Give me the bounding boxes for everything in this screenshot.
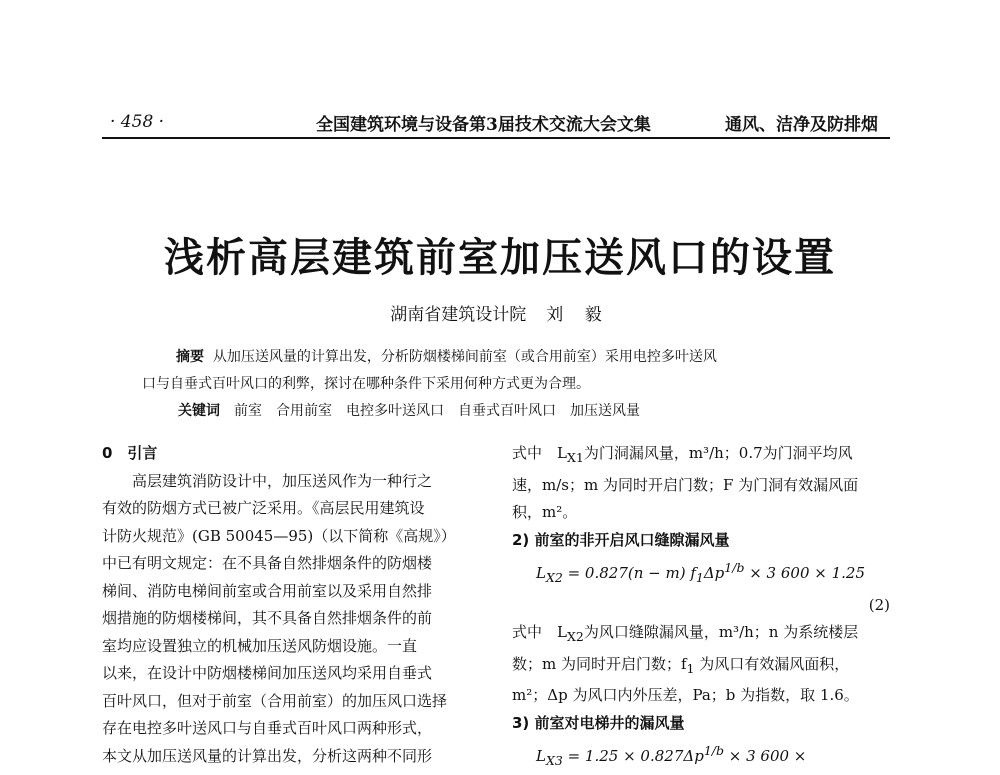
abstract-text-line: 从加压送风量的计算出发，分析防烟楼梯间前室（或合用前室）采用电控多叶送风	[212, 349, 717, 365]
equation-number: (2)	[868, 595, 890, 614]
keyword: 合用前室	[276, 403, 332, 419]
body-line: 存在电控多叶送风口与自垂式百叶风口两种形式，	[102, 719, 433, 737]
subsection-heading: 2) 前室的非开启风口缝隙漏风量	[512, 530, 730, 549]
body-line: 烟措施的防烟楼梯间，其不具备自然排烟条件的前	[102, 609, 433, 627]
left-column	[102, 440, 484, 770]
keyword: 加压送风量	[570, 403, 640, 419]
body-line: 积，m²。	[512, 503, 578, 521]
body-line: 梯间、消防电梯间前室或合用前室以及采用自然排	[102, 581, 433, 600]
body-line: 室均应设置独立的机械加压送风防烟设施。一直	[102, 636, 418, 655]
body-line: 有效的防烟方式已被广泛采用。《高层民用建筑设	[102, 499, 425, 517]
body-line: m²；Δp 为风口内外压差，Pa；b 为指数，取 1.6。	[512, 686, 859, 704]
abstract-label: 摘要	[176, 349, 204, 365]
subsection-heading: 3) 前室对电梯井的漏风量	[512, 713, 685, 732]
author-name: 刘 毅	[546, 305, 610, 325]
keywords	[178, 400, 878, 420]
section-heading: 0 引言	[102, 444, 158, 462]
body-line: 中已有明文规定：在不具备自然排烟条件的防烟楼	[102, 554, 433, 572]
author-affiliation: 湖南省建筑设计院	[390, 305, 527, 325]
journal-title: 全国建筑环境与设备第3届技术交流大会文集	[316, 115, 651, 135]
paper-title: 浅析高层建筑前室加压送风口的设置	[164, 235, 836, 281]
body-line: 式中 $L_{X2}$为风口缝隙漏风量，m³/h；n 为系统楼层	[512, 623, 859, 644]
body-line: 计防火规范》(GB 50045—95)（以下简称《高规》）	[102, 526, 456, 545]
section-title: 通风、洁净及防排烟	[725, 115, 878, 135]
keyword: 电控多叶送风口	[346, 403, 444, 419]
author-line	[0, 300, 1000, 325]
keyword: 前室	[234, 403, 262, 419]
body-line: 速，m/s；m 为同时开启门数；F 为门洞有效漏风面	[512, 475, 859, 494]
body-line: 本文从加压送风量的计算出发，分析这两种不同形	[102, 746, 433, 765]
body-line: 高层建筑消防设计中，加压送风作为一种行之	[132, 471, 433, 490]
page-number: · 458 ·	[110, 112, 165, 132]
body-line: 数；m 为同时开启门数；$f_1$ 为风口有效漏风面积，	[512, 654, 850, 676]
abstract	[142, 344, 872, 398]
right-column	[512, 440, 894, 775]
keywords-label: 关键词	[178, 403, 220, 419]
body-line: 式中 $L_{X1}$为门洞漏风量，m³/h；0.7为门洞平均风	[512, 444, 853, 465]
running-header	[102, 106, 890, 136]
body-line: 百叶风口，但对于前室（合用前室）的加压风口选择	[102, 691, 448, 710]
formula-2: $L_{X2} = 0.827(n - m) f_1\Delta p^{1/b} \times 3$ 600 × 1.25	[536, 560, 866, 585]
keyword: 自垂式百叶风口	[458, 403, 556, 419]
header-rule	[102, 137, 890, 139]
body-line: 以来，在设计中防烟楼梯间加压送风均采用自垂式	[102, 664, 433, 682]
formula-3: $L_{X3} = 1.25 \times 0.827\Delta p^{1/b} \times 3$ 600 ×	[536, 743, 807, 768]
abstract-text-line: 口与自垂式百叶风口的利弊，探讨在哪种条件下采用何种方式更为合理。	[142, 376, 590, 392]
